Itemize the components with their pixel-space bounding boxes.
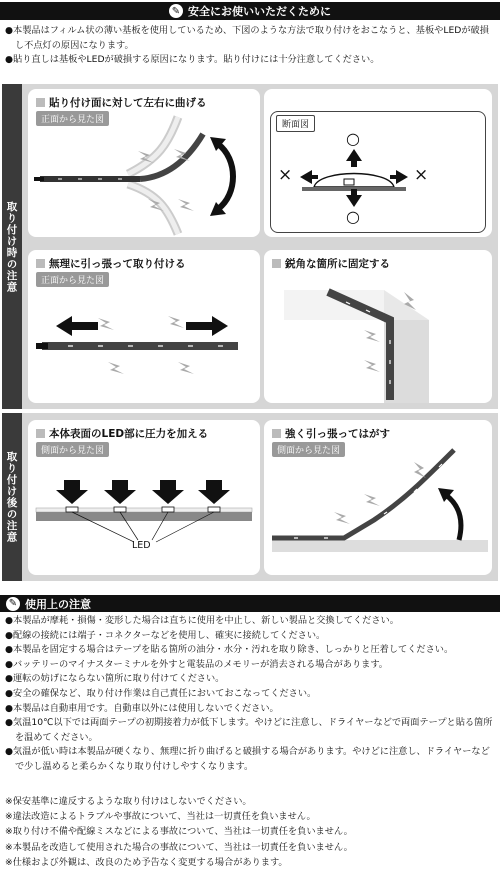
panel-pull-title: 無理に引っ張って取り付ける: [49, 258, 186, 270]
panel-bend-title: 貼り付け面に対して左右に曲げる: [49, 97, 207, 109]
intro-item: ●貼り直しは基板やLEDが破損する原因になります。貼り付けには十分注意してください。: [5, 54, 380, 65]
press-illustration: [28, 420, 260, 575]
after-side-label: 取り付け後の注意: [2, 413, 22, 581]
usage-item: ●気温が低い時は本製品が硬くなり、無理に折り曲げると破損する場合があります。やけどに注意し、ドライヤーなどで少し温めると柔らかくなり取り付けしやすくなります。: [5, 746, 490, 772]
pencil-icon: ✎: [6, 597, 20, 611]
usage-item: ●運転の妨げにならない箇所に取り付けてください。: [5, 673, 225, 685]
note-item: ※仕様および外観は、改良のため予告なく変更する場合があります。: [5, 856, 288, 868]
corner-illustration: [264, 250, 492, 403]
note-item: ※本製品を改造して使用された場合の事故について、当社は一切責任を負いません。: [5, 841, 353, 853]
usage-item: ●本製品は自動車用です。自動車以外には使用しないでください。: [5, 702, 279, 714]
note-item: ※保安基準に違反するような取り付けはしないでください。: [5, 796, 252, 807]
usage-item: ●本製品が摩耗・損傷・変形した場合は直ちに使用を中止し、新しい製品と交換してください。: [5, 615, 399, 626]
safety-header: [0, 2, 500, 20]
panel-press-title: 本体表面のLED部に圧力を加える: [49, 428, 209, 440]
panel-peel-title: 強く引っ張ってはがす: [285, 428, 390, 440]
panel-section-tag: 断面図: [276, 115, 315, 132]
bend-illustration: [28, 89, 260, 237]
usage-header-title: 使用上の注意: [25, 597, 91, 611]
usage-header: [0, 595, 500, 612]
panel-bend: [28, 89, 260, 237]
intro-item: ●本製品はフィルム状の薄い基板を使用しているため、下図のような方法で取り付けをおこなうと、基板やLEDが破損し不点灯の原因になります。: [5, 25, 489, 51]
pencil-icon: ✎: [169, 4, 183, 18]
ok-mark-bottom: ○: [346, 207, 360, 226]
led-label: LED: [132, 540, 151, 551]
panel-press: [28, 420, 260, 575]
usage-item: ●バッテリーのマイナスターミナルを外すと電装品のメモリーが消去される場合があります。: [5, 658, 388, 670]
ok-mark-top: ○: [346, 129, 360, 148]
peel-illustration: [264, 420, 492, 575]
section-illustration: [264, 89, 492, 237]
panel-corner-title: 鋭角な箇所に固定する: [285, 258, 390, 270]
panel-bend-tag: 正面から見た図: [36, 111, 109, 126]
panel-pull-tag: 正面から見た図: [36, 272, 109, 287]
usage-list: [5, 614, 497, 775]
install-side-label: 取り付け時の注意: [2, 84, 22, 409]
usage-item: ●本製品を固定する場合はテープを貼る箇所の油分・水分・汚れを取り除き、しっかりと圧着してください。: [5, 644, 454, 656]
usage-item: ●気温10℃以下では両面テープの初期接着力が低下します。やけどに注意し、ドライヤーなどで両面テープと貼る箇所を温めてください。: [5, 717, 493, 743]
intro-list: [5, 24, 497, 68]
panel-pull: [28, 250, 260, 403]
note-item: ※違法改造によるトラブルや事故について、当社は一切責任を負いません。: [5, 811, 316, 823]
usage-item: ●安全の確保など、取り付け作業は自己責任においておこなってください。: [5, 687, 317, 699]
usage-item: ●配線の接続には端子・コネクターなどを使用し、確実に接続してください。: [5, 629, 326, 641]
panel-peel: [264, 420, 492, 575]
pull-illustration: [28, 250, 260, 403]
ng-mark-right: ×: [414, 165, 429, 185]
notes-list: [5, 794, 497, 870]
panel-peel-tag: 側面から見た図: [272, 442, 345, 457]
safety-header-title: 安全にお使いいただくために: [188, 5, 331, 18]
panel-press-tag: 側面から見た図: [36, 442, 109, 457]
panel-corner: [264, 250, 492, 403]
ng-mark-left: ×: [278, 165, 293, 185]
note-item: ※取り付け不備や配線ミスなどによる事故について、当社は一切責任を負いません。: [5, 826, 353, 838]
panel-section: [264, 89, 492, 237]
